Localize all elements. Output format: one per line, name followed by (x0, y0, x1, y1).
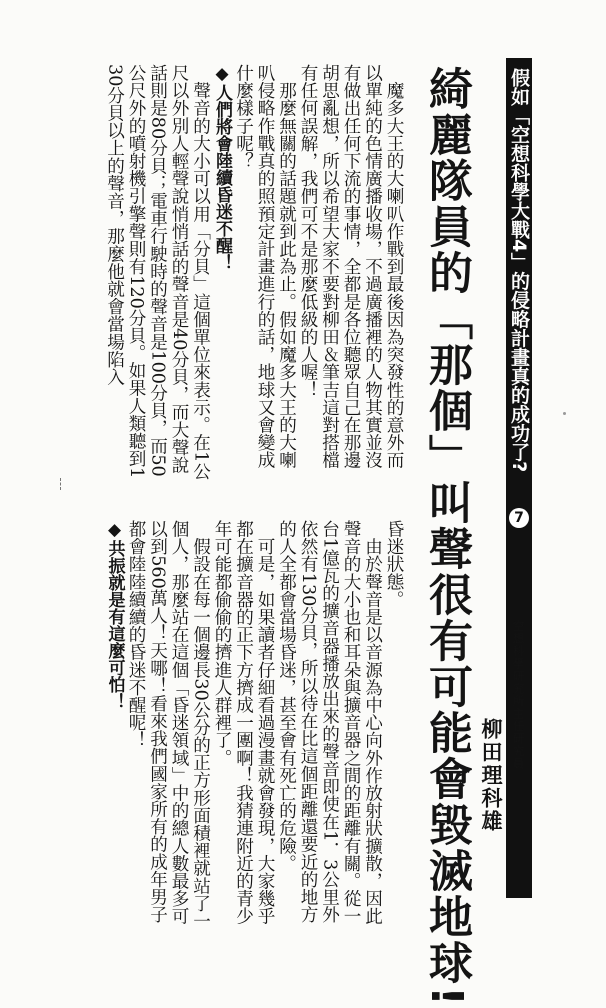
paragraph: 魔多大王的大喇叭作戰到最後因為突發性的意外而以單純的色情廣播收場，不過廣播裡的人物其實並沒有做出任何下流的事情，全都是各位聽眾自己在那邊胡思亂想，所以希望大家不要對柳田＆筆吉這對搭檔有任何誤解，我們可不是那麼低級的人喔！ (298, 64, 404, 469)
paragraph: 昏迷狀態。 (384, 520, 404, 608)
author-affiliation: 空想科學研究所主任研究員 (511, 620, 526, 770)
paragraph: 可是，如果讀者仔細看過漫畫就會發現，大家幾乎都在擴音器的正下方擠成一團啊！我猜連附近的青少年可能都偷偷的擠進人群裡了。 (212, 520, 275, 925)
paragraph: 假設在每一個邊長30公分的正方形面積裡就站了一個人，那麼站在這個「昏迷領域」中的總人數最多可以到560萬人！天哪！看來我們國家所有的成年男子都會陸陸續續的昏迷不醒呢！ (126, 520, 211, 930)
paragraph: 聲音的大小可以用「分貝」這個單位來表示。在1公尺以外別人輕聲說悄悄話的聲音是40分貝，而大聲說話則是80分貝；電車行駛時的聲音是100分貝，而50公尺外的噴射機引擎聲則有120分貝。如果人類聽到130分貝以上的聲音，那麼他就會當場陷入 (104, 64, 211, 480)
paragraph: 那麼無關的話題就到此為止。假如魔多大王的大喇叭侵略作戰真的照預定計畫進行的話，地球又會變成什麼樣子呢？ (233, 64, 297, 469)
section-heading-2: ◆共振就是有這麼可怕！ (104, 520, 125, 710)
article-title: 綺麗隊員的「那個」叫聲很有可能會毀滅地球! (421, 66, 472, 1008)
paragraph: 由於聲音是以音源為中心向外作放射狀擴散，因此聲音的大小也和耳朵與擴音器之間的距離有關。從一台1億瓦的擴音器播放出來的聲音即使在1．3公里外依然有130分貝，所以待在比這個距離還要近的地方的人全都會當場昏迷，甚至會有死亡的危險。 (276, 520, 383, 925)
scan-dot (563, 412, 566, 415)
series-title: 假如「空想科學大戰4」的侵略計畫真的成功了? (508, 68, 530, 473)
author-name: 柳田理科雄 (479, 718, 503, 833)
series-banner (506, 58, 532, 898)
body-bottom (64, 520, 404, 940)
body-top (64, 64, 404, 484)
divider (60, 478, 61, 490)
section-heading-1: ◆人們將會陸續昏迷不醒！ (212, 64, 232, 271)
series-number-badge: 7 (509, 508, 529, 528)
